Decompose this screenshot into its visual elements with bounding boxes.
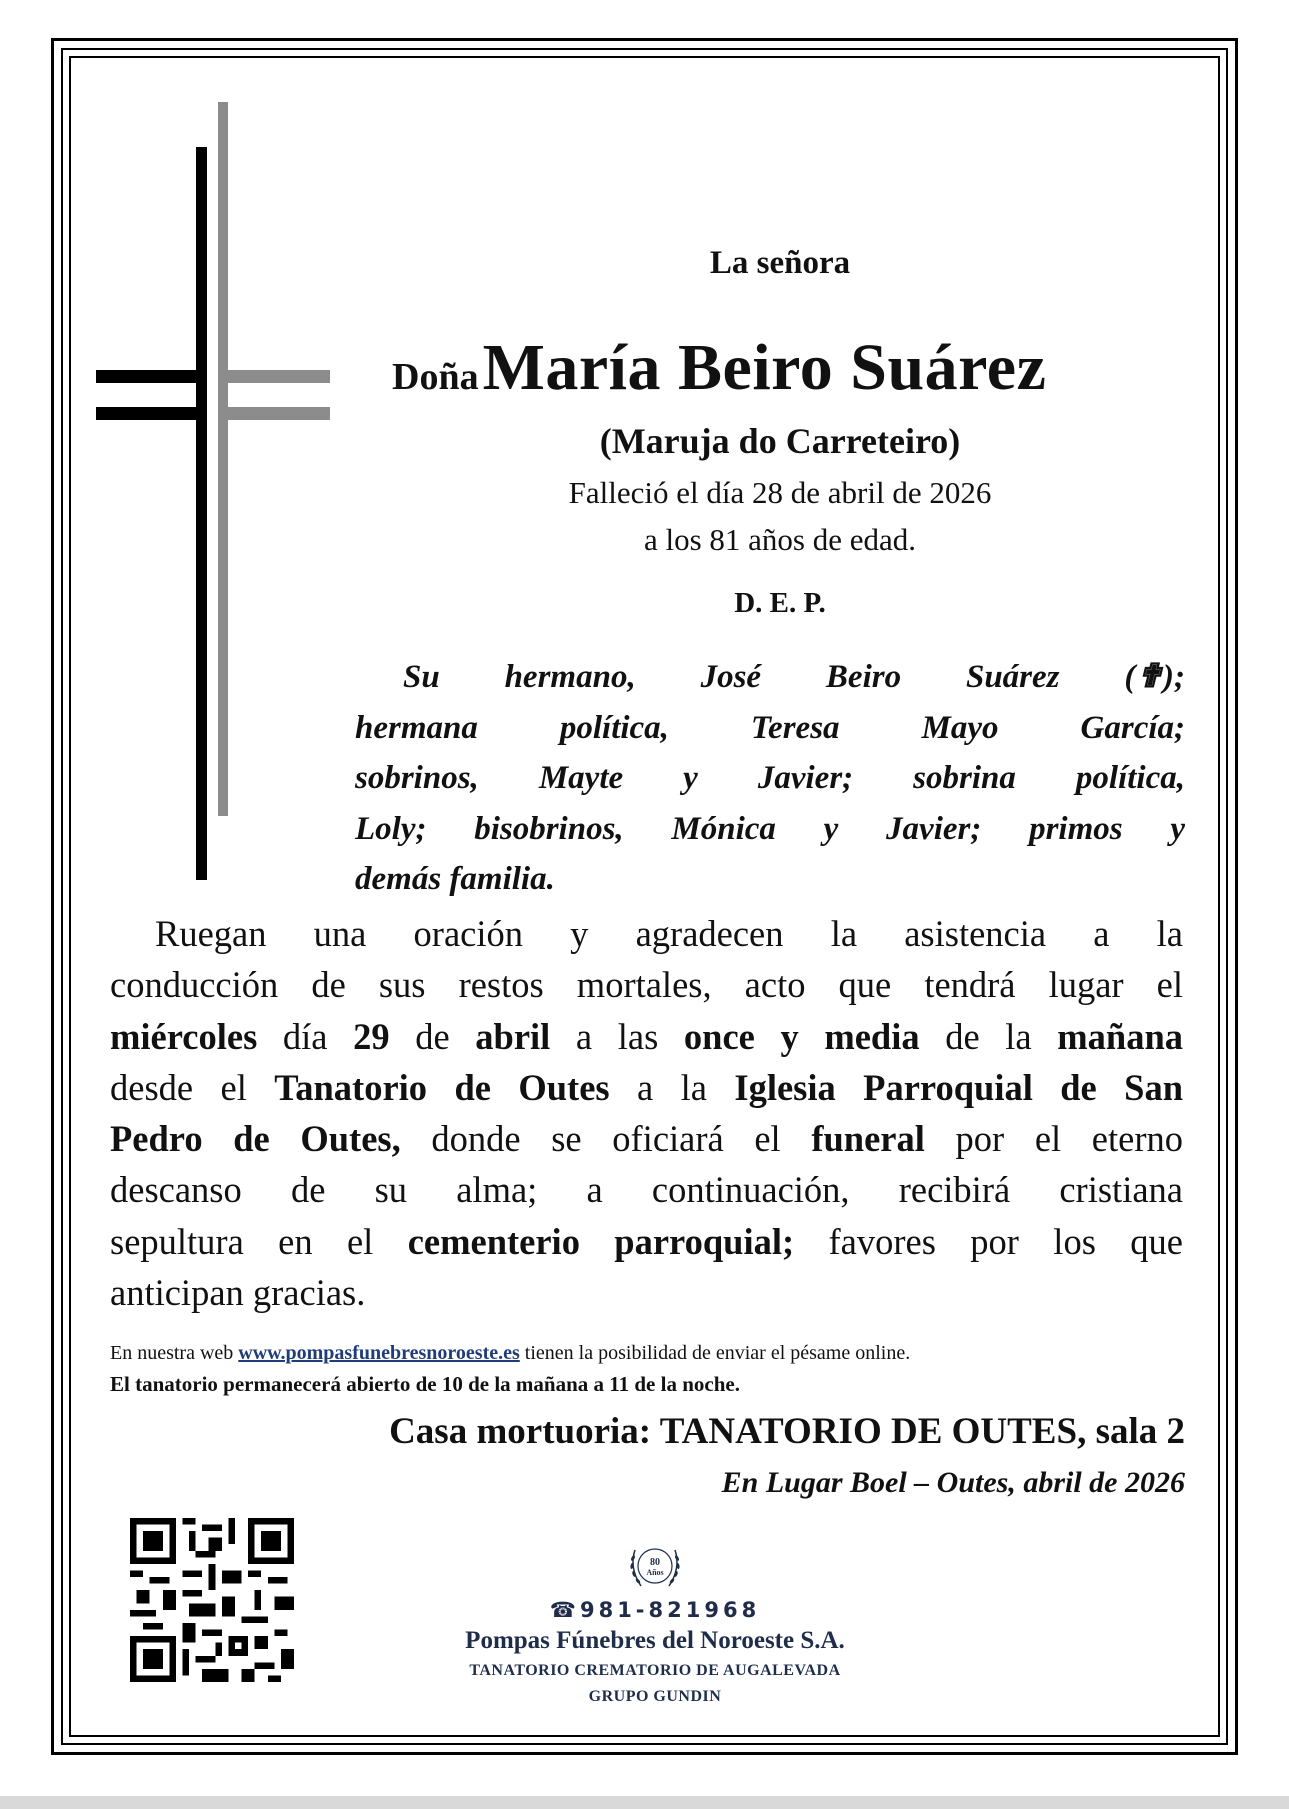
cross-gray-horizontal-bottom (218, 407, 330, 420)
service-line: sepultura en el cementerio parroquial; favores por los que (110, 1220, 1183, 1262)
service-line: Pedro de Outes, donde se oficiará el funeral por el eterno (110, 1118, 1184, 1160)
death-date: Falleció el día 28 de abril de 2026 (568, 475, 992, 510)
family-line: Su hermano, José Beiro Suárez (✟); (403, 659, 1185, 695)
deceased-name: María Beiro Suárez (482, 331, 1047, 404)
service-line: Ruegan una oración y agradecen la asistencia a la (155, 913, 1183, 954)
cross-gray-horizontal-top (218, 370, 330, 383)
intro-text: La señora (709, 245, 851, 281)
rip-text: D. E. P. (734, 587, 826, 619)
family-line: demás familia. (355, 861, 555, 897)
seal-years: Años (646, 1568, 664, 1577)
service-line: conducción de sus restos mortales, acto que tendrá lugar el (110, 964, 1183, 1006)
website-link[interactable]: www.pompasfunebresnoroeste.es (238, 1342, 520, 1364)
funeral-home-room: Casa mortuoria: TANATORIO DE OUTES, sala 2 (389, 1411, 1185, 1452)
deceased-name-line (392, 330, 1192, 406)
website-note: En nuestra web www.pompasfunebresnoroeste.es tienen la posibilidad de enviar el pésame online. (110, 1342, 911, 1364)
service-block (110, 908, 1183, 1318)
group-name: GRUPO GUNDIN (588, 1688, 722, 1705)
laurel-seal-icon (621, 1538, 689, 1598)
age-text: a los 81 años de edad. (643, 522, 917, 557)
service-line: desde el Tanatorio de Outes a la Iglesia Parroquial de San (110, 1066, 1184, 1108)
company-name: Pompas Fúnebres del Noroeste S.A. (465, 1627, 845, 1654)
phone-number: ☎981-821968 (549, 1598, 761, 1622)
cross-black-horizontal-bottom (96, 407, 207, 420)
honorific: Doña (392, 356, 479, 398)
family-block (355, 652, 1185, 905)
qr-code-icon (130, 1518, 294, 1682)
telephone-icon: ☎ (549, 1598, 580, 1622)
opening-hours: El tanatorio permanecerá abierto de 10 de la mañana a 11 de la noche. (110, 1372, 740, 1396)
cross-gray-vertical (218, 102, 228, 816)
service-line: anticipan gracias. (110, 1272, 366, 1314)
family-line: sobrinos, Mayte y Javier; sobrina política, (355, 760, 1185, 796)
crematorium-name: TANATORIO CREMATORIO DE AUGALEVADA (469, 1662, 841, 1679)
nickname: (Maruja do Carreteiro) (599, 421, 961, 461)
place-date: En Lugar Boel – Outes, abril de 2026 (721, 1466, 1185, 1499)
family-line: Loly; bisobrinos, Mónica y Javier; primos y (355, 810, 1185, 847)
bottom-strip (0, 1796, 1289, 1809)
service-line: descanso de su alma; a continuación, recibirá cristiana (110, 1169, 1183, 1211)
cross-black-vertical (196, 147, 207, 880)
family-line: hermana política, Teresa Mayo García; (355, 709, 1185, 746)
cross-black-horizontal-top (96, 370, 207, 383)
service-line: miércoles día 29 de abril a las once y media de la mañana (110, 1015, 1184, 1057)
seal-number: 80 (650, 1557, 660, 1568)
